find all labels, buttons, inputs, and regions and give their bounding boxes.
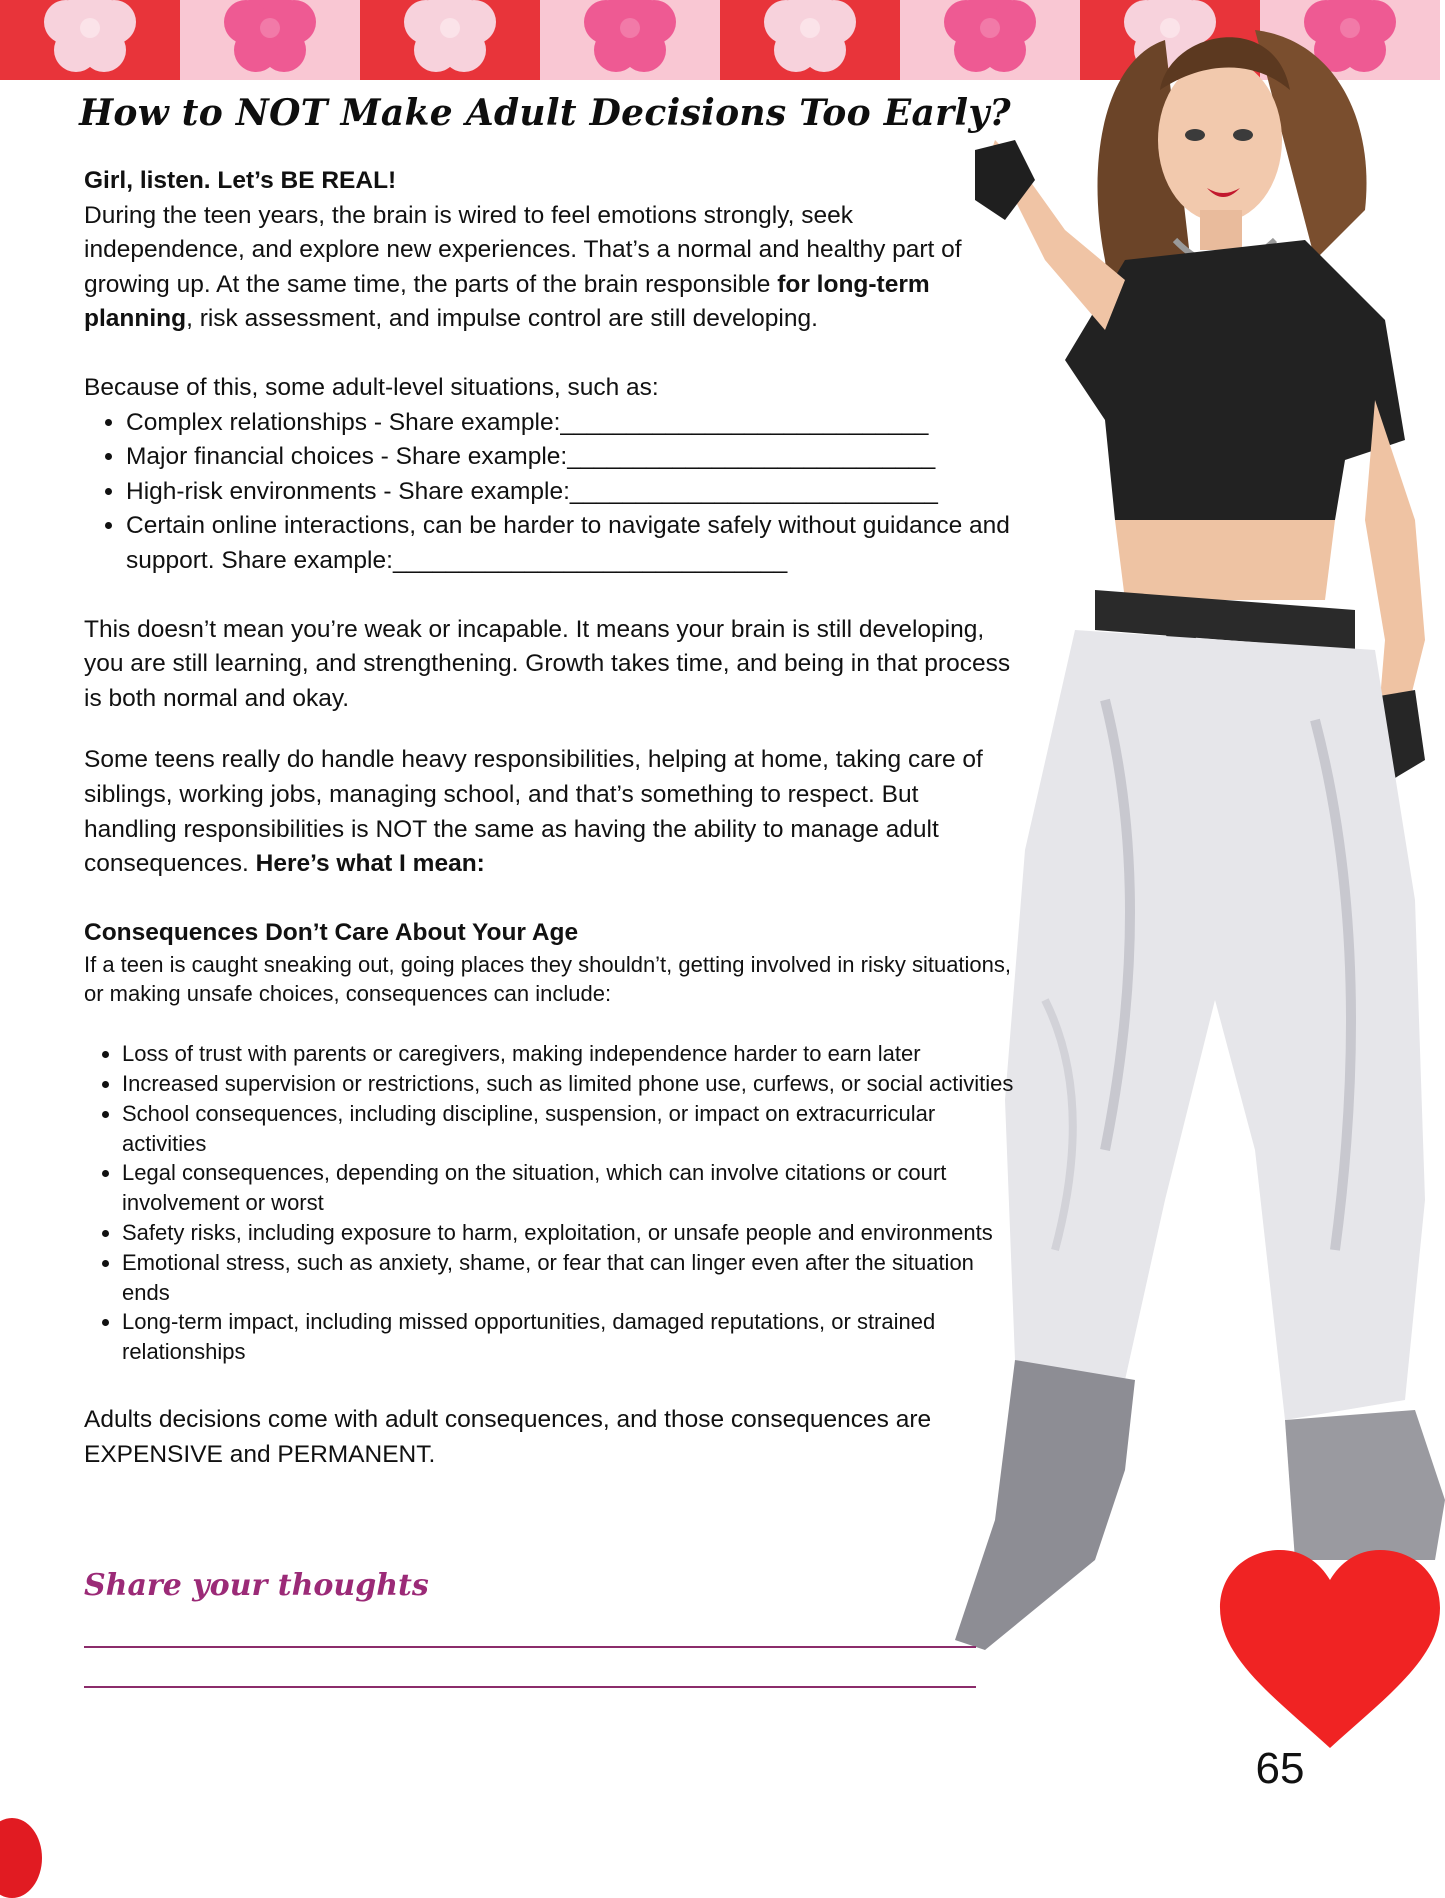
reassurance-paragraph: This doesn’t mean you’re weak or incapable. It means your brain is still developing, you are still learning, and strengthening. Growth takes time, and being in that process is both normal and okay. xyxy=(84,615,1011,712)
situations-lead: Because of this, some adult-level situations, such as: xyxy=(84,373,659,401)
situation-item: • Certain online interactions, can be harder to navigate safely without guidance and support. Share example:______________________________ xyxy=(126,509,1014,578)
consequences-list xyxy=(84,1039,1014,1367)
consequence-item: • School consequences, including discipline, suspension, or impact on extracurricular activities xyxy=(122,1099,1014,1159)
banner-tile xyxy=(180,0,360,80)
consequences-heading: Consequences Don’t Care About Your Age xyxy=(84,918,579,946)
consequence-item: • Increased supervision or restrictions, such as limited phone use, curfews, or social activities xyxy=(122,1069,1014,1099)
girl-illustration xyxy=(955,0,1445,1700)
banner-tile xyxy=(360,0,540,80)
consequences-intro: If a teen is caught sneaking out, going places they shouldn’t, getting involved in risky situations, or making unsafe choices, consequences can include: xyxy=(84,951,1012,1007)
main-content xyxy=(84,164,1014,1472)
situation-item: • High-risk environments - Share example:____________________________ xyxy=(126,475,1014,510)
page-number: 65 xyxy=(1255,1744,1305,1793)
consequence-item: • Emotional stress, such as anxiety, shame, or fear that can linger even after the situation ends xyxy=(122,1248,1014,1308)
intro-paragraph: During the teen years, the brain is wired to feel emotions strongly, seek independence, and explore new experiences. That’s a normal and healthy part of growing up. At the same time, the parts of the brain responsible for long-term planning, risk assessment, and impulse control are still developing. xyxy=(84,201,962,333)
consequence-item: • Legal consequences, depending on the situation, which can involve citations or court involvement or worst xyxy=(122,1158,1014,1218)
answer-blank[interactable]: ____________________________ xyxy=(567,443,935,471)
banner-tile xyxy=(540,0,720,80)
consequence-item: • Safety risks, including exposure to harm, exploitation, or unsafe people and environments xyxy=(122,1218,1014,1248)
page-title: How to NOT Make Adult Decisions Too Early? xyxy=(79,92,1011,134)
share-thoughts-label: Share your thoughts xyxy=(84,1568,429,1603)
consequence-item: • Long-term impact, including missed opportunities, damaged reputations, or strained relationships xyxy=(122,1307,1014,1367)
banner-tile xyxy=(0,0,180,80)
heart-icon xyxy=(1215,1548,1445,1758)
corner-decoration xyxy=(0,1818,42,1898)
consequence-item: • Loss of trust with parents or caregivers, making independence harder to earn later xyxy=(122,1039,1014,1069)
answer-blank[interactable]: ____________________________ xyxy=(569,477,938,505)
writing-line[interactable] xyxy=(84,1686,976,1688)
answer-blank[interactable]: ______________________________ xyxy=(392,546,787,574)
situation-item: • Complex relationships - Share example:____________________________ xyxy=(126,406,1014,441)
banner-tile xyxy=(720,0,900,80)
closing-paragraph: Adults decisions come with adult consequences, and those consequences are EXPENSIVE and PERMANENT. xyxy=(84,1406,932,1468)
writing-line[interactable] xyxy=(84,1646,976,1648)
situation-item: • Major financial choices - Share example:____________________________ xyxy=(126,440,1014,475)
responsibilities-paragraph: Some teens really do handle heavy responsibilities, helping at home, taking care of siblings, working jobs, managing school, and that’s something to respect. But handling responsibilities is NOT the same as having the ability to manage adult consequences. Here’s what I mean: xyxy=(84,746,983,878)
situations-list xyxy=(84,406,1014,579)
intro-lead: Girl, listen. Let’s BE REAL! xyxy=(84,167,397,194)
answer-blank[interactable]: ____________________________ xyxy=(560,408,928,436)
